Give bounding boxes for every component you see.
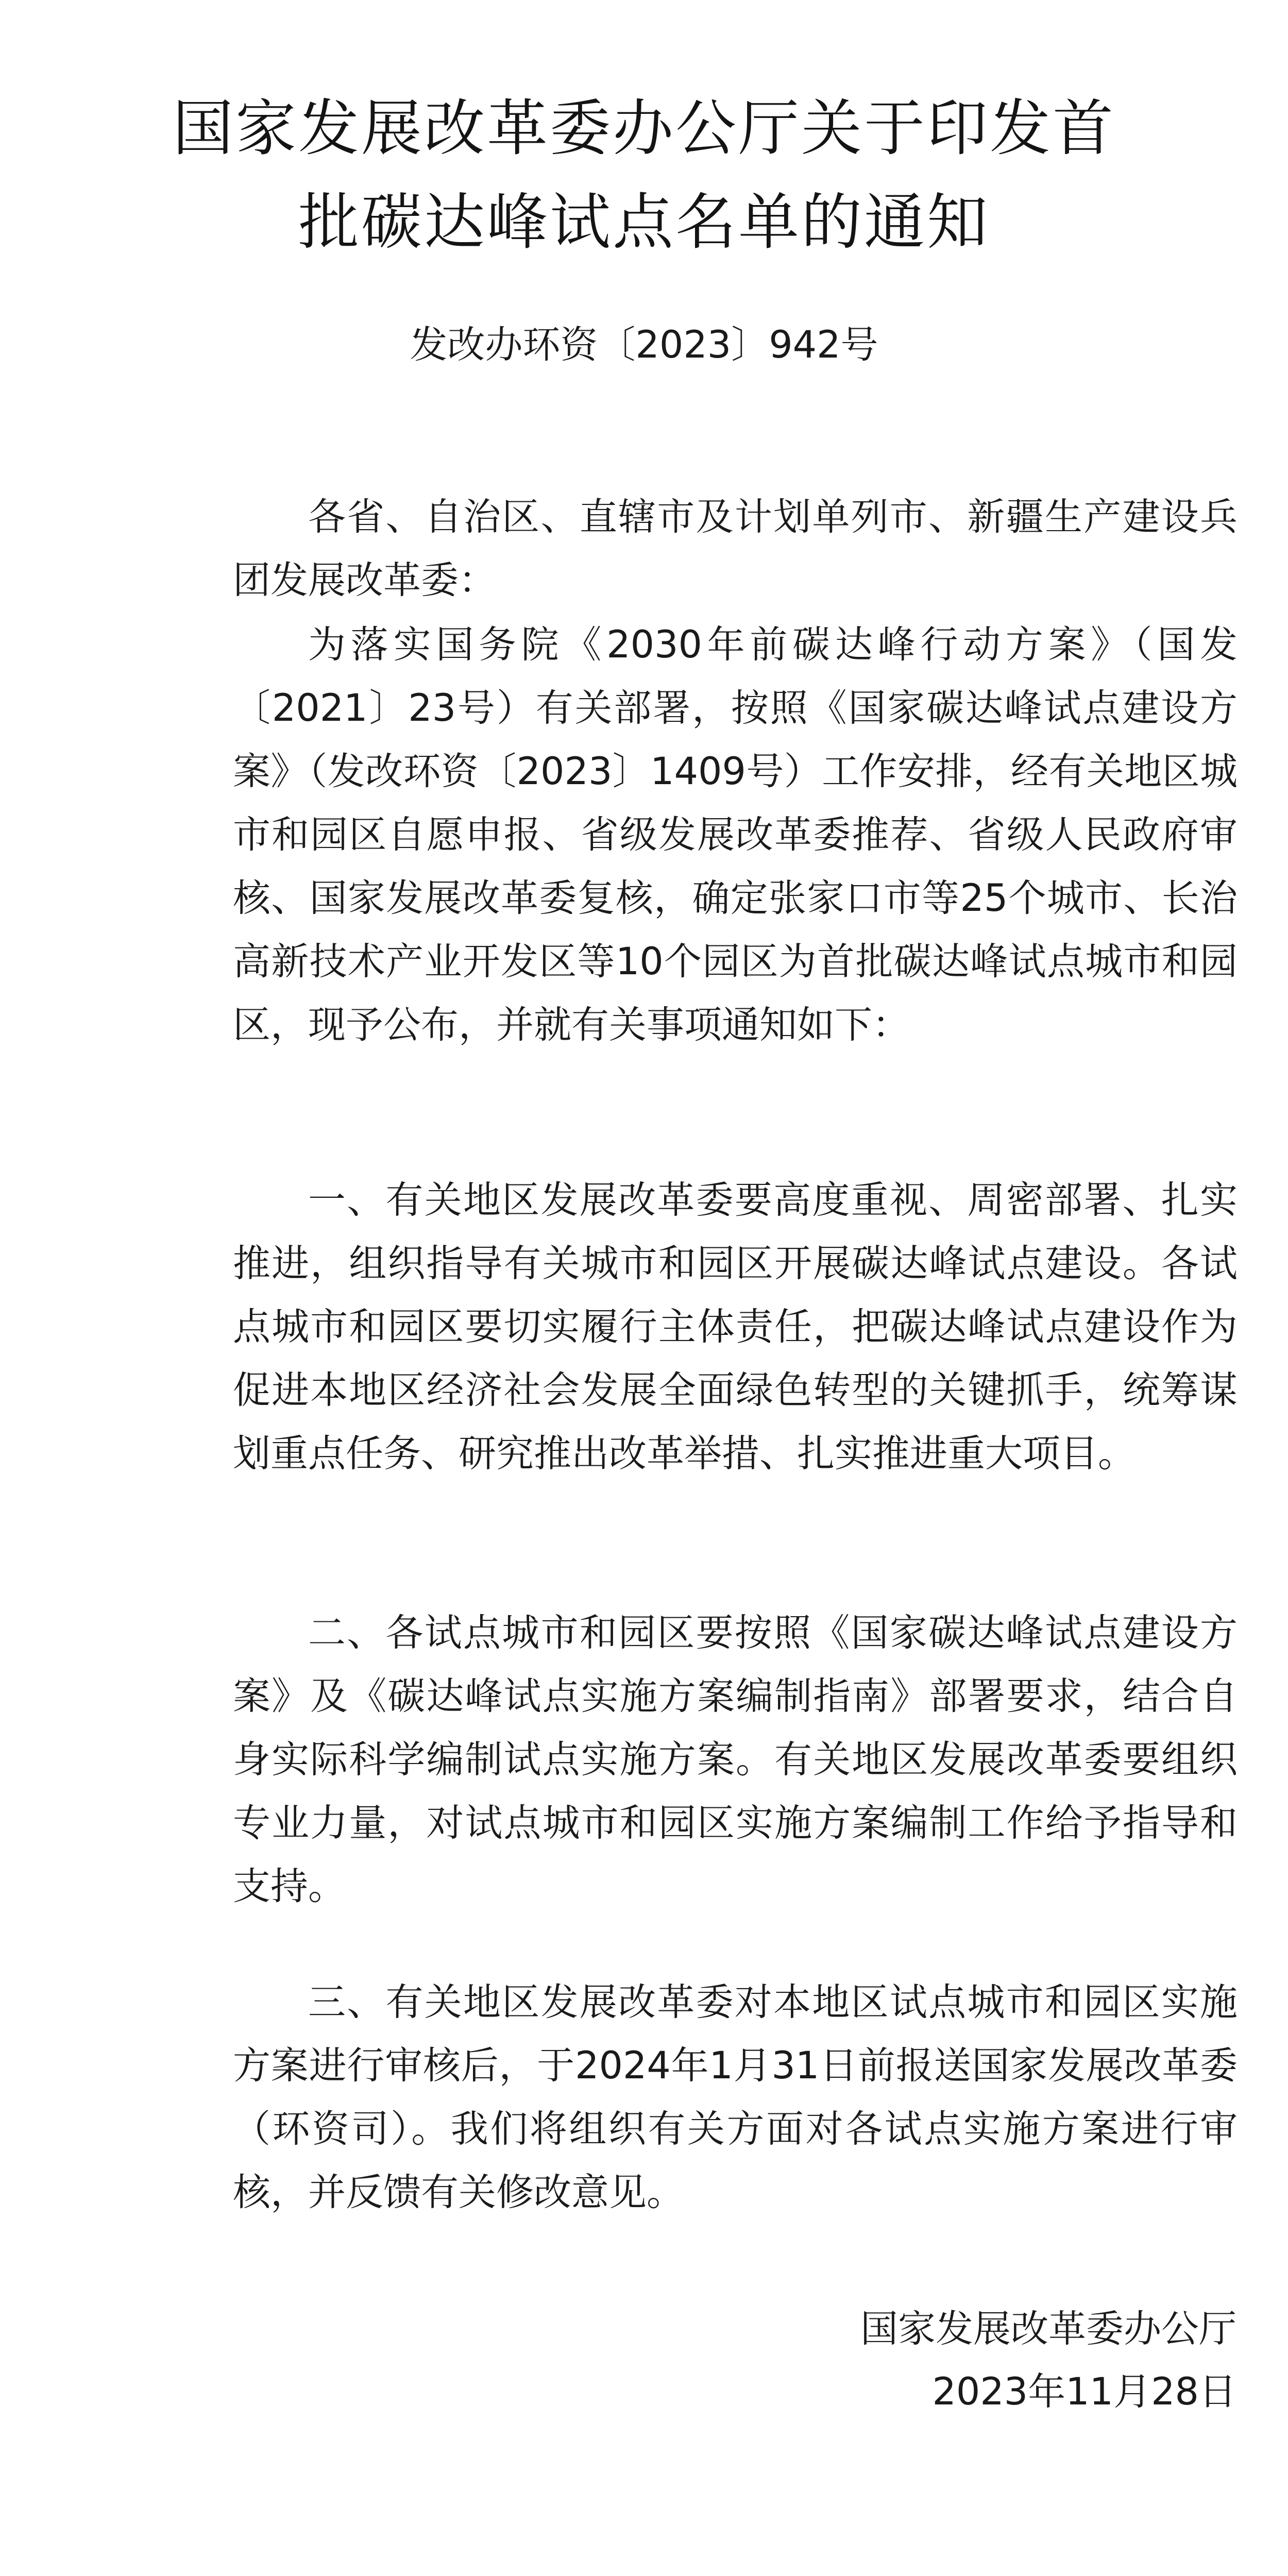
addressee: 各省、自治区、直辖市及计划单列市、新疆生产建设兵团发展改革委： — [233, 495, 1238, 602]
title-line-1: 国家发展改革委办公厅关于印发首 — [172, 93, 1115, 164]
paragraph-item-3: 三、有关地区发展改革委对本地区试点城市和园区实施方案进行审核后，于2024年1月31日前报送国家发展改革委（环资司）。我们将组织有关方面对各试点实施方案进行审核，并反馈有关修改意见。 — [233, 1980, 1238, 2214]
signoff-organization: 国家发展改革委办公厅 — [860, 2307, 1236, 2351]
signoff-date: 2023年11月28日 — [932, 2370, 1236, 2414]
document-title — [0, 81, 1288, 269]
paragraph-item-1: 一、有关地区发展改革委要高度重视、周密部署、扎实推进，组织指导有关城市和园区开展碳达峰试点建设。各试点城市和园区要切实履行主体责任，把碳达峰试点建设作为促进本地区经济社会发展全面绿色转型的关键抓手，统筹谋划重点任务、研究推出改革举措、扎实推进重大项目。 — [233, 1178, 1238, 1476]
title-line-2: 批碳达峰试点名单的通知 — [298, 187, 990, 258]
document-number: 发改办环资〔2023〕942号 — [410, 323, 878, 367]
paragraph-intro: 为落实国务院《2030年前碳达峰行动方案》（国发〔2021〕23号）有关部署，按照《国家碳达峰试点建设方案》（发改环资〔2023〕1409号）工作安排，经有关地区城市和园区自愿申报、省级发展改革委推荐、省级人民政府审核、国家发展改革委复核，确定张家口市等25个城市、长治高新技术产业开发区等10个园区为首批碳达峰试点城市和园区，现予公布，并就有关事项通知如下： — [233, 623, 1238, 1047]
paragraph-item-2: 二、各试点城市和园区要按照《国家碳达峰试点建设方案》及《碳达峰试点实施方案编制指南》部署要求，结合自身实际科学编制试点实施方案。有关地区发展改革委要组织专业力量，对试点城市和园区实施方案编制工作给予指导和支持。 — [233, 1611, 1238, 1908]
